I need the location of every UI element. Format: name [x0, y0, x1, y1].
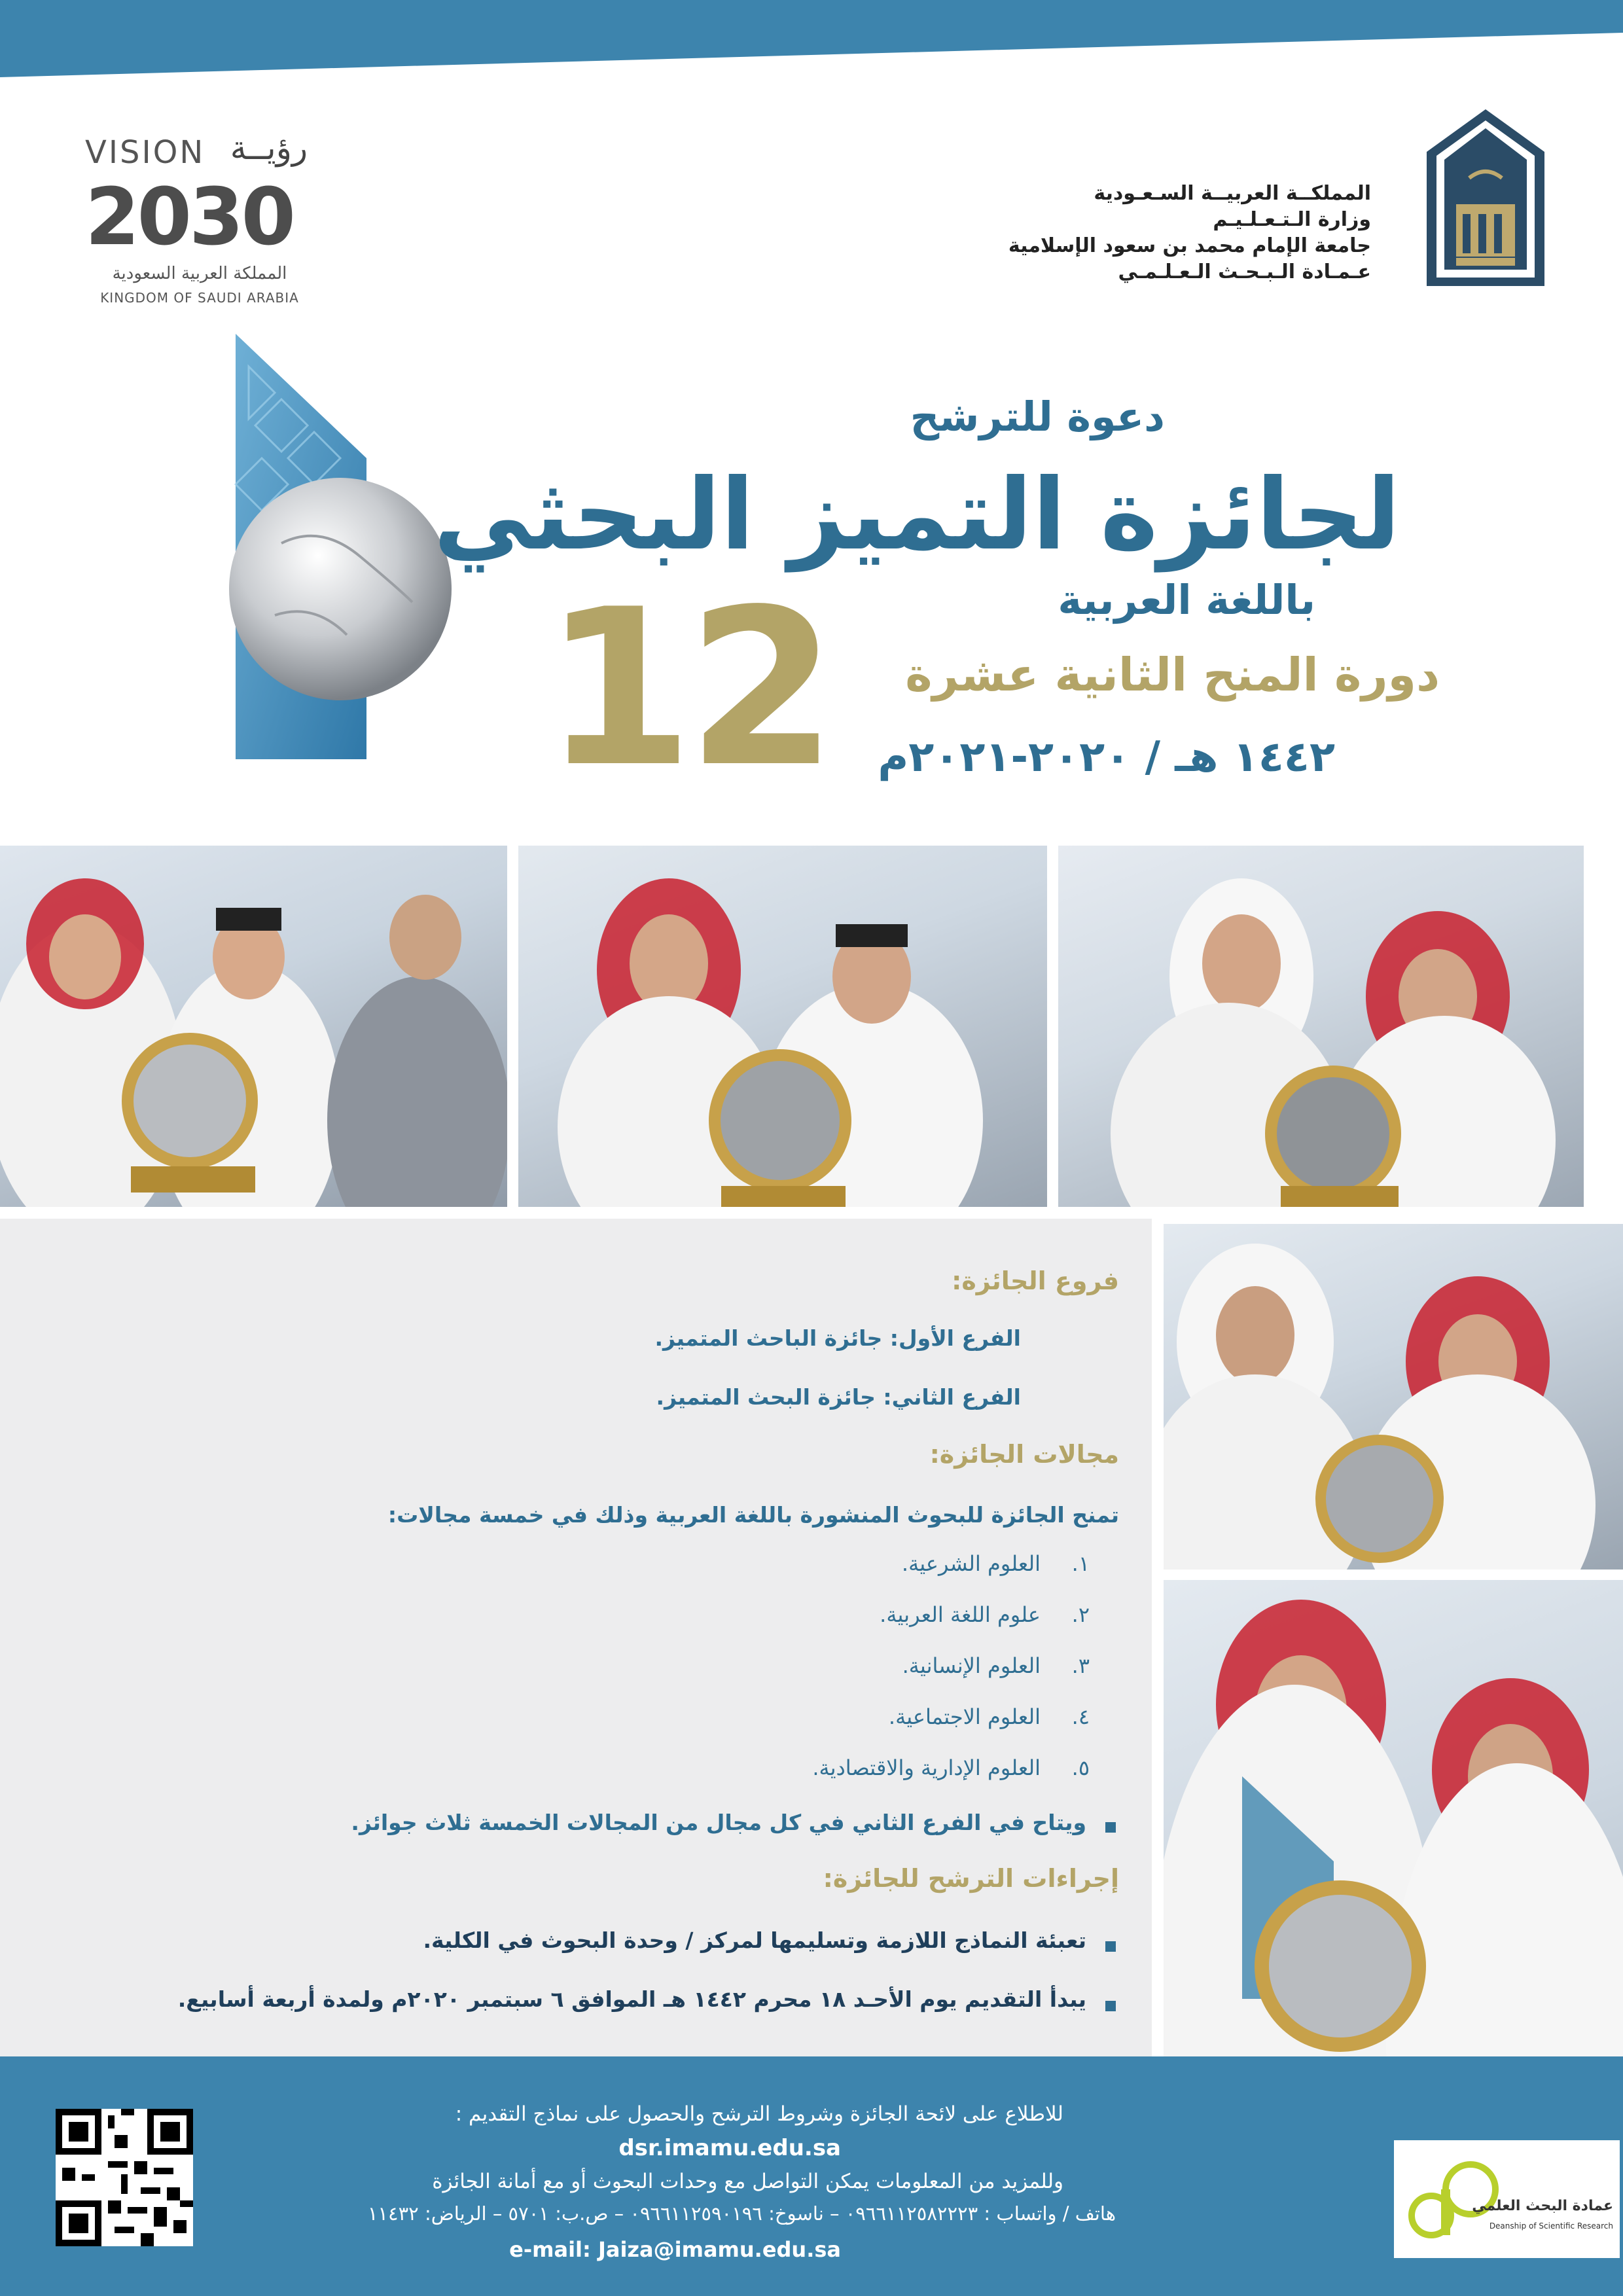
bullet-marker: [1105, 2001, 1116, 2011]
footer-contact: هاتف / واتساب : ٠٩٦٦١١٢٥٨٢٢٢٣ – ناسوخ: ٠٩٦٦١١٢٥٩٠١٩٦ – ص.ب: ٥٧٠١ – الرياض: ١١٤٣٢: [367, 2202, 1116, 2225]
footer-info-2: وللمزيد من المعلومات يمكن التواصل مع وحدات البحوث أو مع أمانة الجائزة: [432, 2170, 1063, 2193]
header-kingdom: المملكــة العربيــة السـعـودية: [1094, 182, 1371, 205]
ceremony-photo-4: [1164, 1224, 1623, 1570]
field-number-3: ٣.: [1071, 1653, 1090, 1678]
field-number-1: ١.: [1071, 1551, 1090, 1576]
vision-kingdom-ar: المملكة العربية السعودية: [112, 264, 287, 283]
field-item-2: علوم اللغة العربية.: [880, 1602, 1041, 1627]
field-item-1: العلوم الشرعية.: [901, 1551, 1041, 1576]
deanship-logo: [1394, 2140, 1620, 2258]
vision-kingdom-en: KINGDOM OF SAUDI ARABIA: [100, 290, 299, 306]
deanship-logo-ar: عمادة البحث العلمي: [1472, 2198, 1613, 2214]
field-item-3: العلوم الإنسانية.: [902, 1653, 1041, 1678]
header-deanship: عـمـادة الـبـحـث الـعـلـمـي: [1118, 260, 1371, 283]
top-stripe: [0, 0, 1623, 77]
vision-arabic-word: رؤيــة: [230, 129, 308, 167]
bullet-marker: [1105, 1941, 1116, 1952]
award-title: لجائزة التميز البحثي: [433, 458, 1400, 572]
footer-website[interactable]: dsr.imamu.edu.sa: [618, 2135, 841, 2161]
procedure-step-1: تعبئة النماذج اللازمة وتسليمها لمركز / وحدة البحوث في الكلية.: [423, 1928, 1086, 1953]
year-subtitle: ١٤٤٢ هـ / ٢٠٢٠-٢٠٢١م: [878, 733, 1335, 781]
header-ministry: وزارة الـتـعـلـيـم: [1213, 208, 1371, 231]
field-number-2: ٢.: [1071, 1602, 1090, 1627]
header-university: جامعة الإمام محمد بن سعود الإسلامية: [1008, 234, 1371, 257]
footer-info-1: للاطلاع على لائحة الجائزة وشروط الترشح والحصول على نماذج التقديم :: [455, 2102, 1063, 2126]
cycle-number: 12: [543, 563, 831, 814]
field-item-5: العلوم الإدارية والاقتصادية.: [812, 1755, 1041, 1780]
branch-first: الفرع الأول: جائزة الباحث المتميز.: [654, 1325, 1021, 1351]
university-logo: [1423, 106, 1548, 289]
call-for-nominations-title: دعوة للترشح: [910, 393, 1165, 440]
fields-heading: مجالات الجائزة:: [929, 1440, 1119, 1469]
ceremony-photo-3: [1058, 846, 1584, 1207]
vision-year: 2030: [85, 172, 293, 263]
field-number-5: ٥.: [1071, 1755, 1090, 1780]
branches-heading: فروع الجائزة:: [952, 1266, 1119, 1295]
vision-word: VISION: [85, 134, 205, 171]
fields-note: ويتاح في الفرع الثاني في كل مجال من المجالات الخمسة ثلاث جوائز.: [351, 1810, 1086, 1835]
arabic-language-subtitle: باللغة العربية: [1058, 576, 1315, 624]
deanship-logo-en: Deanship of Scientific Research: [1489, 2221, 1613, 2231]
footer-email[interactable]: e-mail: Jaiza@imamu.edu.sa: [509, 2237, 841, 2262]
cycle-subtitle: دورة المنح الثانية عشرة: [905, 648, 1440, 702]
bullet-marker: [1105, 1822, 1116, 1833]
ceremony-photo-1: [0, 846, 507, 1207]
fields-intro: تمنح الجائزة للبحوث المنشورة باللغة العربية وذلك في خمسة مجالات:: [387, 1502, 1119, 1528]
ceremony-photo-2: [518, 846, 1047, 1207]
qr-code: [56, 2109, 193, 2246]
field-number-4: ٤.: [1071, 1704, 1090, 1729]
procedures-heading: إجراءات الترشح للجائزة:: [823, 1864, 1119, 1893]
vision-2030-logo: [79, 129, 321, 306]
procedure-step-2: يبدأ التقديم يوم الأحـد ١٨ محرم ١٤٤٢ هـ الموافق ٦ سبتمبر ٢٠٢٠م ولمدة أربعة أسابيع.: [177, 1986, 1086, 2012]
branch-second: الفرع الثاني: جائزة البحث المتميز.: [656, 1384, 1021, 1410]
field-item-4: العلوم الاجتماعية.: [888, 1704, 1041, 1729]
